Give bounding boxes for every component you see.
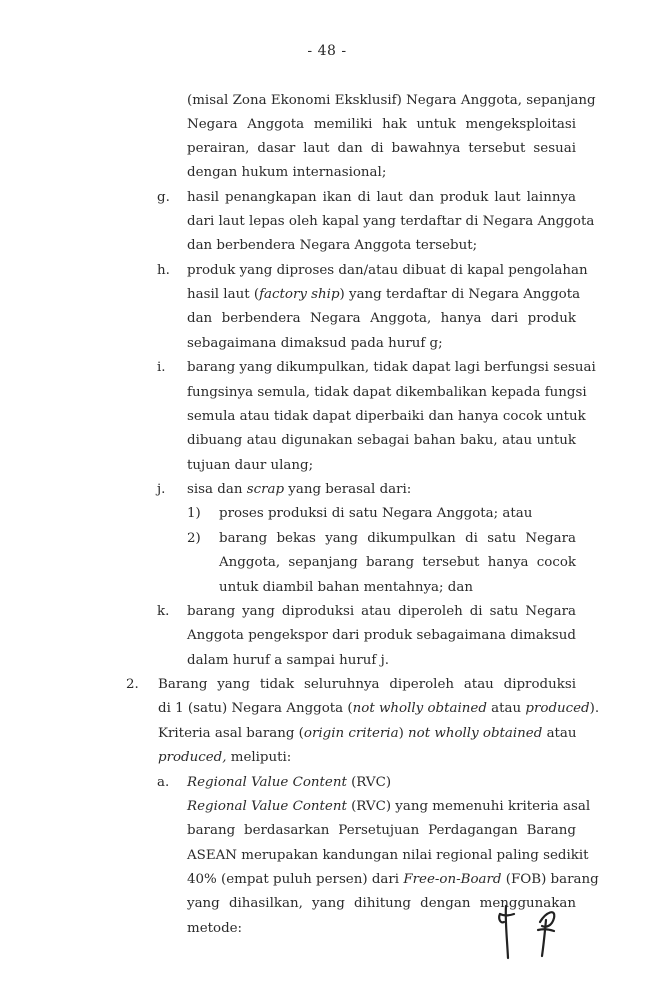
- item-h-marker: h.: [157, 263, 170, 278]
- item-j-sub2-line-2: Anggota, sepanjang barang tersebut hanya cocok: [219, 555, 576, 570]
- item-j-text-b: yang berasal dari:: [284, 482, 412, 497]
- item-g-line-3: dan berbendera Negara Anggota tersebut;: [187, 238, 478, 253]
- item-2-line-2-text-b: atau: [486, 701, 526, 716]
- term-factory-ship: factory ship: [259, 287, 340, 302]
- item-h-line-3: dan berbendera Negara Anggota, hanya dari produk: [187, 311, 576, 326]
- item-2-line-4-text: meliputi:: [226, 750, 292, 765]
- item-2-line-3-text-c: atau: [542, 726, 577, 741]
- item-2-line-2: [158, 701, 600, 716]
- term-free-on-board: Free-on-Board: [403, 872, 502, 887]
- term-not-wholly-obtained-2: not wholly obtained: [408, 726, 543, 741]
- term-regional-value-content: Regional Value Content: [187, 775, 347, 790]
- item-h-line-2-text-a: hasil laut (: [187, 287, 260, 302]
- continuation-line-2: Negara Anggota memiliki hak untuk mengeksploitasi: [187, 117, 576, 132]
- item-2-line-4: [158, 751, 291, 764]
- item-2-marker: 2.: [126, 677, 139, 692]
- item-i-line-2: fungsinya semula, tidak dapat dikembalikan kepada fungsi: [187, 385, 587, 400]
- item-2-line-3-text-a: Kriteria asal barang (: [158, 726, 304, 741]
- item-j-sub2-line-3: untuk diambil bahan mentahnya; dan: [219, 580, 473, 595]
- continuation-line-1: (misal Zona Ekonomi Eksklusif) Negara Anggota, sepanjang: [187, 93, 596, 108]
- item-a-body-line-1: [187, 799, 591, 814]
- page-number: - 48 -: [307, 43, 347, 59]
- item-a-body-line-3: ASEAN merupakan kandungan nilai regional paling sedikit: [187, 848, 589, 863]
- item-k-line-3: dalam huruf a sampai huruf j.: [187, 653, 390, 668]
- item-g-line-1: hasil penangkapan ikan di laut dan produk laut lainnya: [187, 190, 576, 205]
- item-j-sub1-marker: 1): [187, 506, 201, 521]
- item-g-line-2: dari laut lepas oleh kapal yang terdaftar di Negara Anggota: [187, 214, 595, 229]
- paraf-signature-icon: [470, 900, 580, 960]
- item-a-body-line-4-text-a: 40% (empat puluh persen) dari: [187, 872, 404, 887]
- item-a-body-line-4-text-b: (FOB) barang: [501, 872, 599, 887]
- item-g-marker: g.: [157, 190, 170, 205]
- term-regional-value-content-2: Regional Value Content: [187, 799, 347, 814]
- item-a-body-line-6: metode:: [187, 921, 243, 936]
- item-i-line-4: dibuang atau digunakan sebagai bahan baku, atau untuk: [187, 433, 576, 448]
- paraf-initials: [470, 900, 580, 960]
- item-2-line-2-text-c: ).: [589, 701, 600, 716]
- item-a-body-line-1-text: (RVC) yang memenuhi kriteria asal: [346, 799, 591, 814]
- term-not-wholly-obtained: not wholly obtained: [352, 701, 487, 716]
- item-2-line-2-text-a: di 1 (satu) Negara Anggota (: [158, 701, 353, 716]
- item-j-sub2-marker: 2): [187, 531, 201, 546]
- item-j-text-a: sisa dan: [187, 482, 247, 497]
- item-j-sub2-line-1: barang bekas yang dikumpulkan di satu Negara: [219, 531, 576, 546]
- item-k-marker: k.: [157, 604, 170, 619]
- item-h-line-2-text-b: ) yang terdaftar di Negara Anggota: [339, 287, 581, 302]
- term-produced-2: produced,: [158, 750, 227, 765]
- item-a-body-line-5: yang dihasilkan, yang dihitung dengan menggunakan: [187, 896, 576, 911]
- continuation-line-4: dengan hukum internasional;: [187, 165, 387, 180]
- item-a-body-line-4: [187, 872, 599, 887]
- item-h-line-1: produk yang diproses dan/atau dibuat di kapal pengolahan: [187, 263, 588, 278]
- item-2-line-3-text-b: ): [398, 726, 409, 741]
- term-scrap: scrap: [246, 482, 285, 497]
- item-a-marker: a.: [157, 775, 170, 790]
- item-k-line-1: barang yang diproduksi atau diperoleh di satu Negara: [187, 604, 576, 619]
- item-h-line-2: [187, 287, 581, 302]
- term-origin-criteria: origin criteria: [303, 726, 399, 741]
- item-i-line-1: barang yang dikumpulkan, tidak dapat lagi berfungsi sesuai: [187, 360, 596, 375]
- item-j-sub1-line: proses produksi di satu Negara Anggota; atau: [219, 506, 533, 521]
- item-h-line-4: sebagaimana dimaksud pada huruf g;: [187, 336, 443, 351]
- item-i-marker: i.: [157, 360, 166, 375]
- item-i-line-3: semula atau tidak dapat diperbaiki dan hanya cocok untuk: [187, 409, 586, 424]
- item-k-line-2: Anggota pengekspor dari produk sebagaimana dimaksud: [187, 628, 576, 643]
- item-a-body-line-2: barang berdasarkan Persetujuan Perdagangan Barang: [187, 823, 576, 838]
- item-i-line-5: tujuan daur ulang;: [187, 458, 314, 473]
- item-2-line-3: [158, 727, 576, 740]
- term-produced: produced: [525, 701, 590, 716]
- continuation-line-3: perairan, dasar laut dan di bawahnya tersebut sesuai: [187, 141, 576, 156]
- item-a-title: [187, 776, 391, 789]
- item-j-line-1: [187, 483, 411, 496]
- item-a-title-suffix: (RVC): [346, 775, 392, 790]
- item-j-marker: j.: [157, 482, 166, 497]
- item-2-line-1: Barang yang tidak seluruhnya diperoleh atau diproduksi: [158, 677, 576, 692]
